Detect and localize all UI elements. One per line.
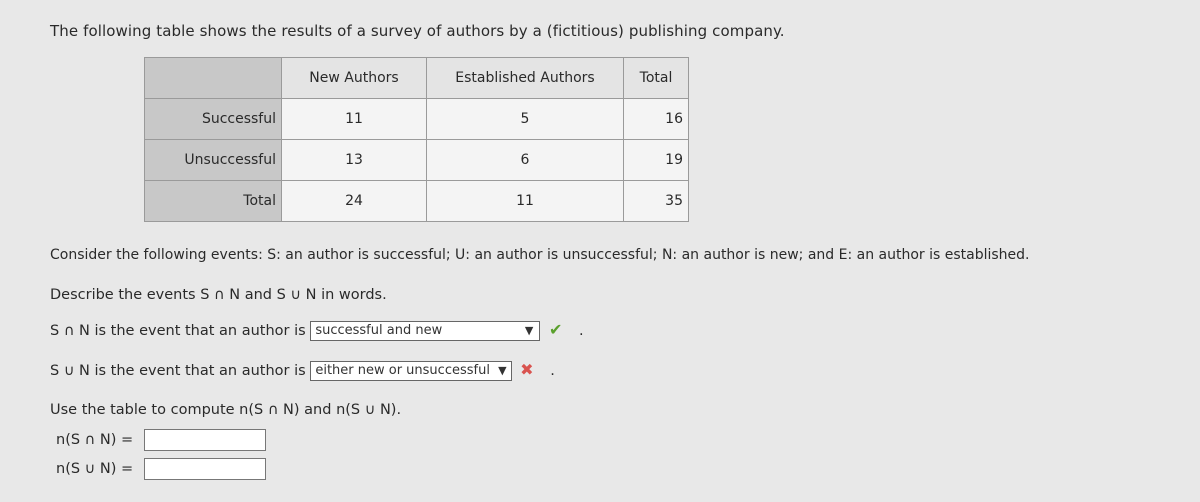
col-header-new: New Authors [282, 58, 427, 99]
table-cell: 13 [282, 140, 427, 181]
table-cell: 16 [624, 99, 689, 140]
q1-line [50, 320, 584, 341]
table-corner [145, 58, 282, 99]
survey-table [144, 57, 689, 222]
table-cell: 5 [427, 99, 624, 140]
intro-text: The following table shows the results of a survey of authors by a (fictitious) publishing company. [50, 22, 785, 40]
table-row [145, 99, 689, 140]
table-row [145, 140, 689, 181]
col-header-total: Total [624, 58, 689, 99]
cross-icon: ✖ [520, 360, 534, 379]
answer-label-1: n(S ∩ N) = [56, 432, 134, 448]
q1-dropdown[interactable] [310, 321, 540, 341]
compute-text: Use the table to compute n(S ∩ N) and n(S ∪ N). [50, 402, 402, 418]
answer-row-2 [56, 458, 266, 480]
period: . [578, 323, 584, 339]
answer-input-1[interactable] [144, 429, 266, 451]
check-icon: ✔ [548, 320, 563, 339]
chevron-down-icon: ▼ [498, 364, 507, 377]
answer-input-2[interactable] [144, 458, 266, 480]
table-cell: 11 [427, 181, 624, 222]
period: . [550, 363, 555, 379]
chevron-down-icon: ▼ [524, 324, 534, 337]
row-header-successful: Successful [145, 99, 282, 140]
q2-dropdown[interactable] [310, 361, 511, 381]
q2-selected: either new or unsuccessful [315, 363, 490, 378]
events-text: Consider the following events: S: an author is successful; U: an author is unsuccessful; N: an author is new; and E: an author is established. [50, 247, 1030, 263]
answer-row-1 [56, 429, 266, 451]
table-cell: 6 [427, 140, 624, 181]
table-cell: 19 [624, 140, 689, 181]
row-header-total: Total [145, 181, 282, 222]
col-header-established: Established Authors [427, 58, 624, 99]
row-header-unsuccessful: Unsuccessful [145, 140, 282, 181]
table-row [145, 181, 689, 222]
q1-prefix: S ∩ N is the event that an author is [50, 323, 306, 339]
describe-text: Describe the events S ∩ N and S ∪ N in words. [50, 287, 387, 303]
q1-selected: successful and new [315, 323, 443, 338]
table-cell: 11 [282, 99, 427, 140]
table-cell: 24 [282, 181, 427, 222]
table-cell: 35 [624, 181, 689, 222]
q2-prefix: S ∪ N is the event that an author is [50, 363, 306, 379]
q2-line [50, 360, 555, 381]
answer-label-2: n(S ∪ N) = [56, 461, 134, 477]
